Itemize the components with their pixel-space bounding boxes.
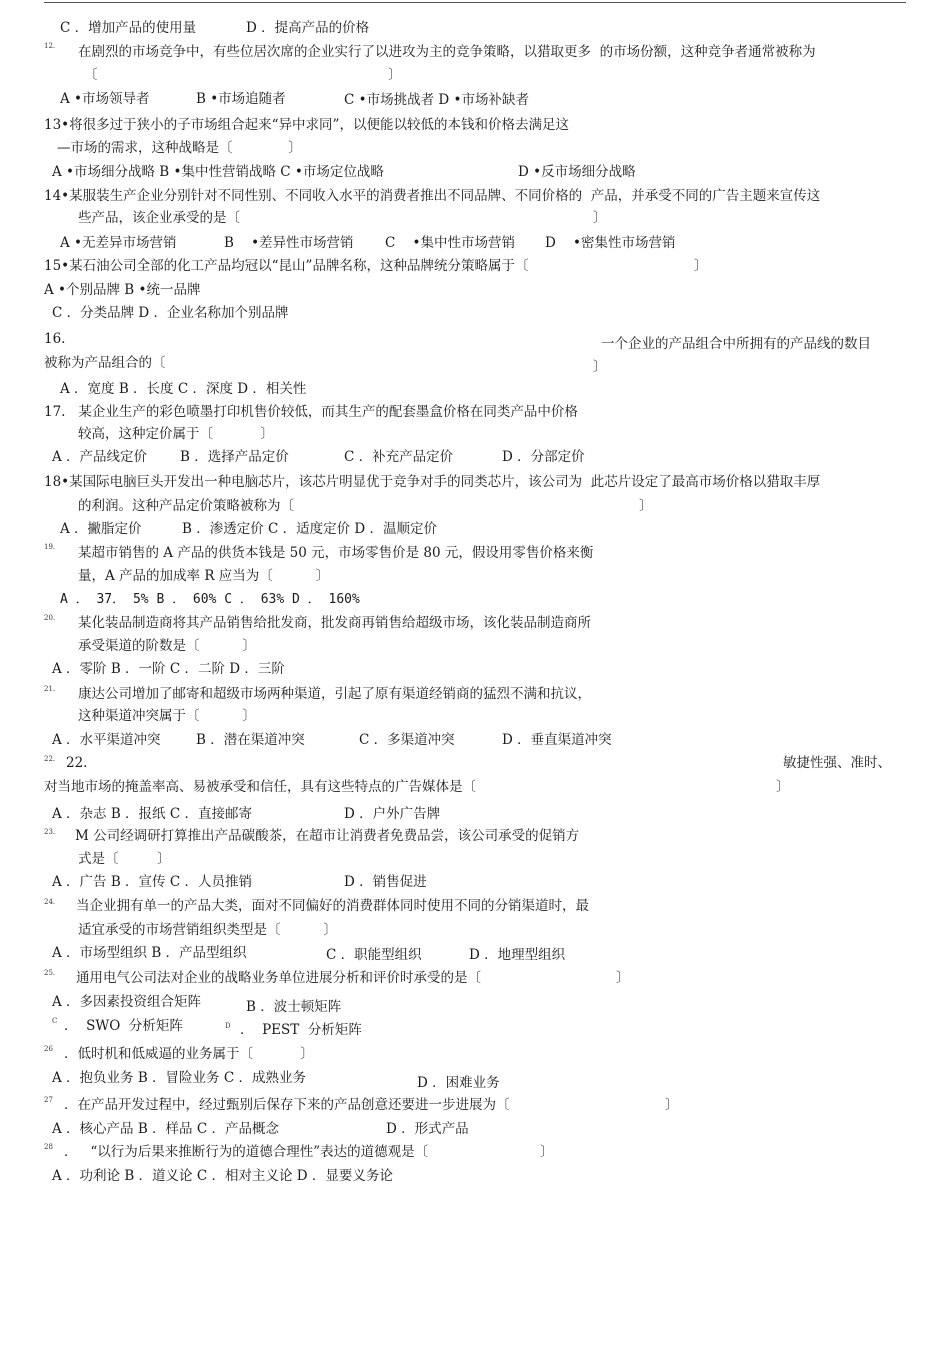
q20-options: A ．零阶 B ．一阶 C ．二阶 D ．三阶 xyxy=(52,661,285,677)
q26-option-d: D ．困难业务 xyxy=(417,1075,500,1091)
q22-option-d: D ．户外广告牌 xyxy=(344,806,441,822)
q14-option-c: C •集中性市场营销 xyxy=(385,235,515,251)
q21-option-a: A ．水平渠道冲突 xyxy=(52,732,161,748)
q14-option-a: A •无差异市场营销 xyxy=(60,235,177,251)
q20-stem-line1: 某化装品制造商将其产品销售给批发商，批发商再销售给超级市场，该化装品制造商所 xyxy=(78,615,591,631)
q23-options-abc: A ．广告 B ．宣传 C ．人员推销 xyxy=(52,874,252,890)
q24-stem-line1: 当企业拥有单一的产品大类，面对不同偏好的消费群体同时使用不同的分销渠道时，最 xyxy=(76,898,589,914)
q18-options-bcd: B ．渗透定价 C ．适度定价 D ．温顺定价 xyxy=(182,521,438,537)
q25-option-c: ． SWO 分析矩阵 xyxy=(64,1018,183,1034)
q17-option-c: C ．补充产品定价 xyxy=(344,449,454,465)
q26-number: 26 xyxy=(44,1045,53,1053)
q25-option-d-letter: D xyxy=(225,1022,231,1030)
q24-options-ab: A ．市场型组织 B ．产品型组织 xyxy=(52,945,247,961)
q24-stem-line2: 适宜承受的市场营销组织类型是〔 〕 xyxy=(78,922,337,938)
q24-option-c: C ．职能型组织 xyxy=(326,947,422,963)
q12-number: 12. xyxy=(44,42,56,50)
q17-option-a: A ．产品线定价 xyxy=(52,449,148,465)
q14-paren-close: 〕 xyxy=(593,210,607,226)
q20-number: 20. xyxy=(44,614,56,622)
q14-option-d: D •密集性市场营销 xyxy=(545,235,676,251)
q21-stem-line1: 康达公司增加了邮寄和超级市场两种渠道，引起了原有渠道经销商的猛烈不满和抗议， xyxy=(78,686,591,702)
q23-option-d: D ．销售促进 xyxy=(344,874,427,890)
q11-option-d: D ．提高产品的价格 xyxy=(246,20,370,36)
q25-option-a: A ．多因素投资组合矩阵 xyxy=(52,994,202,1010)
q12-option-b: B •市场追随者 xyxy=(196,91,286,107)
q18-option-a: A ．撇脂定价 xyxy=(60,521,142,537)
q11-option-c: C ．增加产品的使用量 xyxy=(60,20,197,36)
q16-stem-right: 一个企业的产品组合中所拥有的产品线的数目 xyxy=(601,336,871,352)
q17-stem-line1: 17. 某企业生产的彩色喷墨打印机售价较低，而其生产的配套墨盒价格在同类产品中价格 xyxy=(44,404,578,420)
q19-number: 19. xyxy=(44,543,56,551)
q12-paren-close: 〕 xyxy=(388,67,402,83)
q16-paren-close: 〕 xyxy=(593,359,607,375)
q21-option-c: C ．多渠道冲突 xyxy=(359,732,455,748)
q14-option-b: B •差异性市场营销 xyxy=(224,235,354,251)
q16-number: 16. xyxy=(44,331,66,347)
q17-stem-line2: 较高，这种定价属于〔 〕 xyxy=(78,426,274,442)
q16-stem-line2: 被称为产品组合的〔 xyxy=(44,355,166,371)
q22-stem-line2: 对当地市场的掩盖率高、易被承受和信任，具有这些特点的广告媒体是〔 xyxy=(44,779,476,795)
q17-option-d: D ．分部定价 xyxy=(502,449,585,465)
q15-stem: 15•某石油公司全部的化工产品均冠以“昆山”品牌名称，这种品牌统分策略属于〔 xyxy=(44,258,529,274)
q13-stem-line1: 13•将很多过于狭小的子市场组合起来“异中求同”，以便能以较低的本钱和价格去满足这 xyxy=(44,117,569,133)
q25-number: 25. xyxy=(44,969,56,977)
q22-paren-close: 〕 xyxy=(776,779,790,795)
q23-number: 23. xyxy=(44,828,56,836)
q27-paren-close: 〕 xyxy=(665,1097,679,1113)
q22-number-small: 22. xyxy=(44,755,56,763)
q27-stem: ．在产品开发过程中，经过甄别后保存下来的产品创意还要进一步进展为〔 xyxy=(64,1097,510,1113)
q13-stem-line2: —市场的需求，这种战略是〔 〕 xyxy=(57,140,302,156)
q28-paren-close: 〕 xyxy=(540,1144,554,1160)
q12-paren-open: 〔 xyxy=(84,67,98,83)
q28-number: 28 xyxy=(44,1143,53,1151)
q25-option-b: B ．波士顿矩阵 xyxy=(246,999,342,1015)
q25-stem: 通用电气公司法对企业的战略业务单位进展分析和评价时承受的是〔 xyxy=(76,970,481,986)
q15-options-cd: C ．分类品牌 D ．企业名称加个别品牌 xyxy=(52,305,289,321)
q13-option-d: D •反市场细分战略 xyxy=(518,164,636,180)
q23-stem-line1: M 公司经调研打算推出产品碳酸茶，在超市让消费者免费品尝，该公司承受的促销方 xyxy=(75,828,580,844)
q14-stem-line2: 些产品，该企业承受的是〔 xyxy=(78,210,240,226)
q27-number: 27 xyxy=(44,1096,53,1104)
q28-stem: ． “以行为后果来推断行为的道德合理性”表达的道德观是〔 xyxy=(64,1144,429,1160)
q26-stem: ．低时机和低威逼的业务属于〔 〕 xyxy=(64,1046,314,1062)
q21-number: 21. xyxy=(44,685,56,693)
q22-stem-right: 敏捷性强、准时、 xyxy=(783,755,891,771)
q25-option-d: ． PEST 分析矩阵 xyxy=(240,1022,362,1038)
q21-option-b: B ．潜在渠道冲突 xyxy=(196,732,305,748)
q27-option-d: D ．形式产品 xyxy=(386,1121,469,1137)
q23-stem-line2: 式是〔 〕 xyxy=(78,851,171,867)
q20-stem-line2: 承受渠道的阶数是〔 〕 xyxy=(78,638,256,654)
q19-stem-line2: 量，A 产品的加成率 R 应当为〔 〕 xyxy=(78,568,330,584)
q25-paren-close: 〕 xyxy=(616,970,630,986)
q18-stem-line1: 18•某国际电脑巨头开发出一种电脑芯片，该芯片明显优于竞争对手的同类芯片，该公司为 此芯片设定了最高市场价格以猎取丰厚 xyxy=(44,474,821,490)
q15-paren-close: 〕 xyxy=(694,258,708,274)
q25-option-c-letter: C xyxy=(52,1017,58,1025)
q19-stem-line1: 某超市销售的 A 产品的供货本钱是 50 元，市场零售价是 80 元，假设用零售价格来衡 xyxy=(78,545,594,561)
q24-option-d: D ．地理型组织 xyxy=(469,947,566,963)
q21-stem-line2: 这种渠道冲突属于〔 〕 xyxy=(78,708,256,724)
q26-options-abc: A ．抱负业务 B ．冒险业务 C ．成熟业务 xyxy=(52,1070,306,1086)
q12-stem: 在剧烈的市场竞争中，有些位居次席的企业实行了以进攻为主的竞争策略，以猎取更多 的市场份额，这种竞争者通常被称为 xyxy=(78,44,816,60)
q13-options-abc: A •市场细分战略 B •集中性营销战略 C •市场定位战略 xyxy=(52,164,384,180)
q19-options: A ． 37． 5% B ． 60% C ． 63% D ． 160% xyxy=(60,592,360,607)
q18-stem-line2: 的利润。这种产品定价策略被称为〔 xyxy=(78,498,294,514)
q15-options-ab: A •个别品牌 B •统一品牌 xyxy=(44,282,201,298)
q21-option-d: D ．垂直渠道冲突 xyxy=(502,732,612,748)
q18-paren-close: 〕 xyxy=(639,498,653,514)
top-rule xyxy=(44,2,906,3)
q14-stem-line1: 14•某服装生产企业分别针对不同性别、不同收入水平的消费者推出不同品牌、不同价格的 产品，并承受不同的广告主题来宣传这 xyxy=(44,188,821,204)
q17-option-b: B ．选择产品定价 xyxy=(180,449,289,465)
q24-number: 24. xyxy=(44,898,56,906)
q28-options: A ．功利论 B ．道义论 C ．相对主义论 D ．显要义务论 xyxy=(52,1168,393,1184)
q27-options-abc: A ．核心产品 B ．样品 C ．产品概念 xyxy=(52,1121,279,1137)
q16-options: A ．宽度 B ．长度 C ．深度 D ．相关性 xyxy=(60,381,307,397)
q22-number: 22. xyxy=(66,755,88,771)
q22-options-abc: A ．杂志 B ．报纸 C ．直接邮寄 xyxy=(52,806,252,822)
q12-option-a: A •市场领导者 xyxy=(60,91,150,107)
q12-option-cd: C •市场挑战者 D •市场补缺者 xyxy=(344,92,529,108)
